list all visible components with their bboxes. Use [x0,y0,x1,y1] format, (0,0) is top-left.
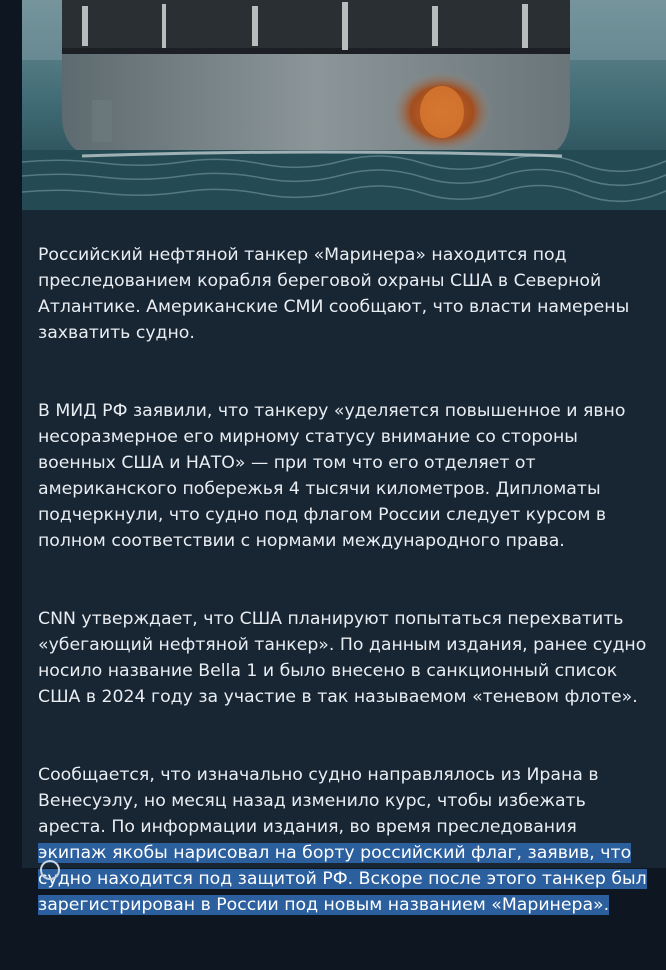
paragraph-2: В МИД РФ заявили, что танкеру «уделяется повышенное и явно несоразмерное его мирному статусу внимание со стороны военных США и НАТО» — при том что его отделяет от американского побережья 4 тысячи километров. Дипломаты подчеркнули, что судно под флагом России следует курсом в полном соответствии с нормами международного права. [38,401,626,551]
paragraph-1: Российский нефтяной танкер «Маринера» находится под преследованием корабля береговой охраны США в Северной Атлантике. Американские СМИ сообщают, что власти намерены захватить судно. [38,245,630,343]
tanker-photo[interactable] [22,0,666,210]
paragraph-4 [38,762,650,918]
avatar[interactable] [40,860,60,880]
selected-text[interactable]: экипаж якобы нарисовал на борту российский флаг, заявив, что судно находится под защитой РФ. Вскоре после этого танкер был зарегистрирован в России под новым названием «Маринера». [38,843,647,915]
paragraph-3: CNN утверждает, что США планируют попытаться перехватить «убегающий нефтяной танкер». По данным издания, ранее судно носило название Bella 1 и было внесено в санкционный список США в 2024 году за участие в так называемом «теневом флоте». [38,609,647,707]
message-bubble [22,0,666,915]
post-text [38,216,650,970]
paragraph-4-plain: Сообщается, что изначально судно направлялось из Ирана в Венесуэлу, но месяц назад изменило курс, чтобы избежать ареста. По информации издания, во время преследования [38,765,599,837]
